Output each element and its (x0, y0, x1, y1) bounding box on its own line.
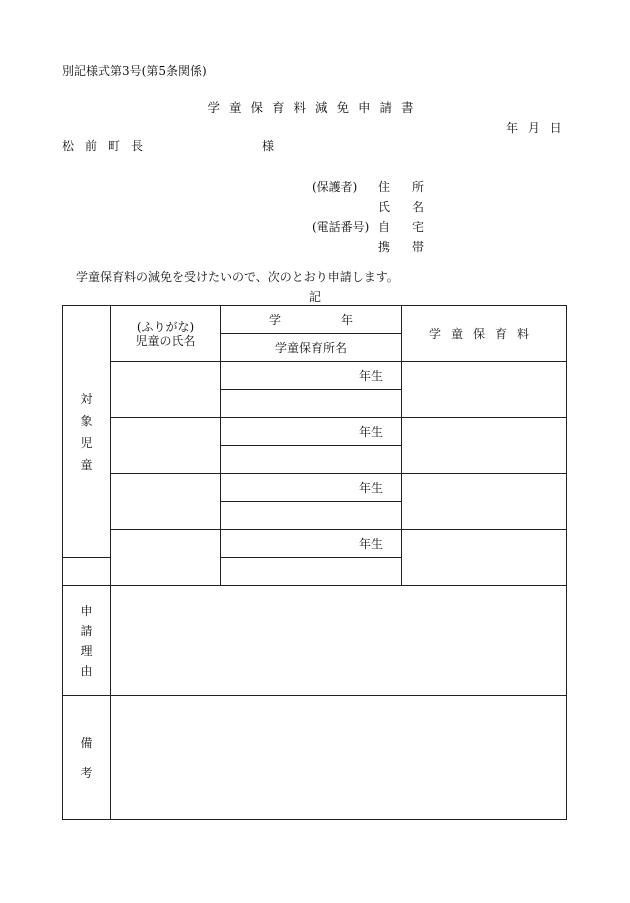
reason-label (63, 586, 111, 696)
grade-header-char: 年 (340, 312, 353, 327)
furigana-header: (ふりがな) (136, 319, 195, 334)
addressee: 松前町長 (62, 139, 155, 153)
grade-cell[interactable]: 年生 (221, 474, 402, 502)
name-field[interactable] (378, 197, 424, 217)
facility-cell[interactable] (221, 502, 402, 530)
grade-header-char: 学 (269, 312, 282, 327)
applicant-block (312, 177, 424, 257)
child-name-cell[interactable] (111, 418, 221, 474)
name-label-2: 名 (411, 200, 424, 214)
form-number: 別記様式第3号(第5条関係) (62, 64, 207, 78)
date-line: 年 月 日 (506, 121, 562, 135)
grade-cell[interactable]: 年生 (221, 530, 402, 558)
target-label-char: 対 (80, 391, 93, 406)
home-label-1: 自 (378, 220, 391, 234)
fee-cell[interactable] (402, 530, 567, 586)
facility-header: 学童保育所名 (221, 334, 402, 362)
reason-label-char: 由 (80, 663, 93, 678)
mobile-label-1: 携 (378, 240, 391, 254)
child-name-cell[interactable] (111, 474, 221, 530)
target-label-char: 象 (80, 413, 93, 428)
remarks-label-char: 考 (80, 765, 93, 780)
fee-cell[interactable] (402, 474, 567, 530)
child-name-cell[interactable] (111, 530, 221, 586)
guardian-label: (保護者) (312, 180, 358, 194)
facility-cell[interactable] (221, 446, 402, 474)
document-title: 学童保育料減免申請書 (207, 100, 423, 115)
child-name-cell[interactable] (111, 362, 221, 418)
reason-label-char: 請 (80, 623, 93, 638)
grade-cell[interactable]: 年生 (221, 362, 402, 390)
address-field[interactable] (378, 177, 424, 197)
name-label-1: 氏 (378, 200, 391, 214)
fee-cell[interactable] (402, 418, 567, 474)
statement: 学童保育料の減免を受けたいので、次のとおり申請します。 (76, 270, 399, 284)
mobile-phone-field[interactable] (378, 237, 424, 257)
address-label-2: 所 (411, 180, 424, 194)
reason-label-char: 申 (80, 603, 93, 618)
remarks-label (63, 696, 111, 820)
phone-label: (電話番号) (312, 220, 370, 234)
fee-header: 学童保育料 (402, 306, 567, 362)
application-table (62, 305, 567, 820)
addressee-suffix: 様 (262, 139, 275, 153)
target-children-label (63, 306, 111, 558)
grade-cell[interactable]: 年生 (221, 418, 402, 446)
reason-field[interactable] (111, 586, 567, 696)
home-label-2: 宅 (411, 220, 424, 234)
address-label-1: 住 (378, 180, 391, 194)
facility-cell[interactable] (221, 390, 402, 418)
remarks-label-char: 備 (80, 735, 93, 750)
target-label-char: 童 (80, 457, 93, 472)
remarks-field[interactable] (111, 696, 567, 820)
home-phone-field[interactable] (378, 217, 424, 237)
mobile-label-2: 帯 (411, 240, 424, 254)
target-label-char: 児 (80, 435, 93, 450)
fee-cell[interactable] (402, 362, 567, 418)
reason-label-char: 理 (80, 643, 93, 658)
child-name-header-text: 児童の氏名 (135, 333, 196, 348)
ki-heading: 記 (308, 290, 321, 304)
grade-header (221, 306, 402, 334)
facility-cell[interactable] (63, 558, 111, 586)
child-name-header (111, 306, 221, 362)
